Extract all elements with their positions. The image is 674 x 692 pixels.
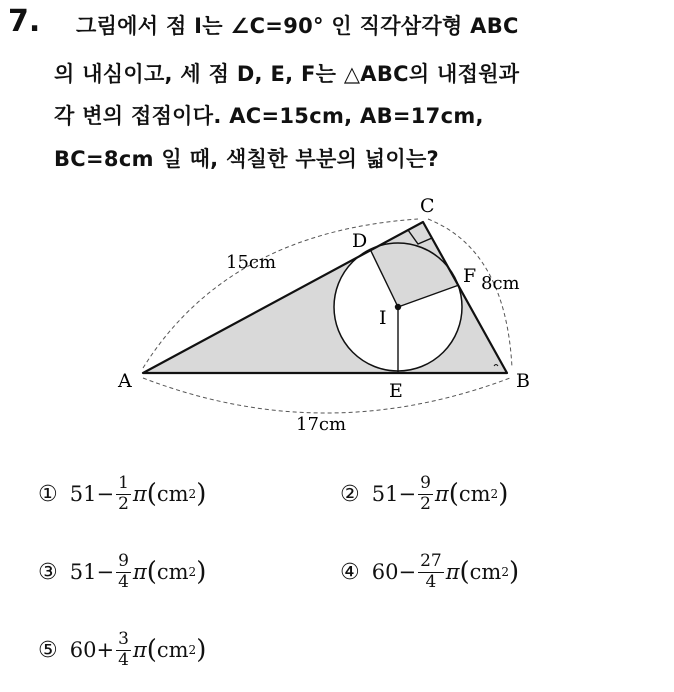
fraction <box>418 474 433 514</box>
choice-lead: 51− <box>69 482 115 507</box>
fraction-numerator: 3 <box>118 629 129 649</box>
label-a: A <box>118 370 132 392</box>
shaded-region-triangle <box>143 222 507 373</box>
fraction-denominator: 4 <box>118 571 129 592</box>
choice-number: ④ <box>340 559 360 585</box>
paren-open: ( <box>146 479 157 510</box>
unit: cm <box>156 638 189 663</box>
fraction-denominator: 2 <box>420 493 431 514</box>
unit: cm <box>469 560 502 585</box>
fraction-numerator: 1 <box>118 473 129 493</box>
choice-4[interactable] <box>340 552 519 592</box>
paren-open: ( <box>146 557 157 588</box>
choice-number: ③ <box>38 559 58 585</box>
choice-number: ⑤ <box>38 637 58 663</box>
choice-2[interactable] <box>340 474 508 514</box>
label-d: D <box>352 230 368 252</box>
fraction-denominator: 4 <box>118 649 129 670</box>
label-b: B <box>516 370 530 392</box>
paren-close: ) <box>196 557 207 588</box>
label-f: F <box>463 265 477 287</box>
choice-lead: 51− <box>69 560 115 585</box>
length-ab: 17cm <box>296 414 347 435</box>
pi-symbol: π <box>132 560 147 585</box>
fraction <box>116 552 131 592</box>
label-e: E <box>389 380 403 402</box>
question-line-1: 그림에서 점 I는 ∠C=90° 인 직각삼각형 ABC <box>76 14 519 38</box>
length-bc: 8cm <box>481 273 520 294</box>
choice-3[interactable] <box>38 552 206 592</box>
choice-1[interactable] <box>38 474 206 514</box>
choice-number: ① <box>38 481 58 507</box>
paren-open: ( <box>146 635 157 666</box>
exponent: 2 <box>188 487 197 502</box>
pi-symbol: π <box>434 482 449 507</box>
exponent: 2 <box>501 565 509 580</box>
exponent: 2 <box>188 565 197 580</box>
length-ac: 15cm <box>226 252 277 273</box>
paren-close: ) <box>509 557 520 588</box>
fraction-denominator: 4 <box>425 571 437 592</box>
pi-symbol: π <box>445 560 460 585</box>
paren-open: ( <box>459 557 470 588</box>
choice-lead: 60− <box>371 560 417 585</box>
fraction-numerator: 9 <box>420 473 431 493</box>
question-line-2: 의 내심이고, 세 점 D, E, F는 △ABC의 내접원과 <box>54 62 520 86</box>
label-c: C <box>420 195 435 217</box>
fraction <box>116 474 131 514</box>
label-i: I <box>379 307 387 329</box>
choice-lead: 60+ <box>69 638 115 663</box>
unit: cm <box>458 482 491 507</box>
unit: cm <box>156 560 189 585</box>
exponent: 2 <box>490 487 499 502</box>
question-line-4: BC=8cm 일 때, 색칠한 부분의 넓이는? <box>54 147 440 171</box>
pi-symbol: π <box>132 482 147 507</box>
choice-lead: 51− <box>371 482 417 507</box>
unit: cm <box>156 482 189 507</box>
question-number: 7. <box>8 4 41 39</box>
paren-close: ) <box>498 479 509 510</box>
fraction-numerator: 27 <box>420 551 442 571</box>
fraction <box>418 552 444 592</box>
choice-number: ② <box>340 481 360 507</box>
paren-open: ( <box>448 479 459 510</box>
fraction <box>116 630 131 670</box>
pi-symbol: π <box>132 638 147 663</box>
choice-5[interactable] <box>38 630 206 670</box>
paren-close: ) <box>196 479 207 510</box>
paren-close: ) <box>196 635 207 666</box>
exponent: 2 <box>188 643 197 658</box>
incenter-dot <box>395 304 401 310</box>
fraction-numerator: 9 <box>118 551 129 571</box>
fraction-denominator: 2 <box>118 493 129 514</box>
question-line-3: 각 변의 접점이다. AC=15cm, AB=17cm, <box>54 104 484 128</box>
arc-ab <box>143 378 510 413</box>
